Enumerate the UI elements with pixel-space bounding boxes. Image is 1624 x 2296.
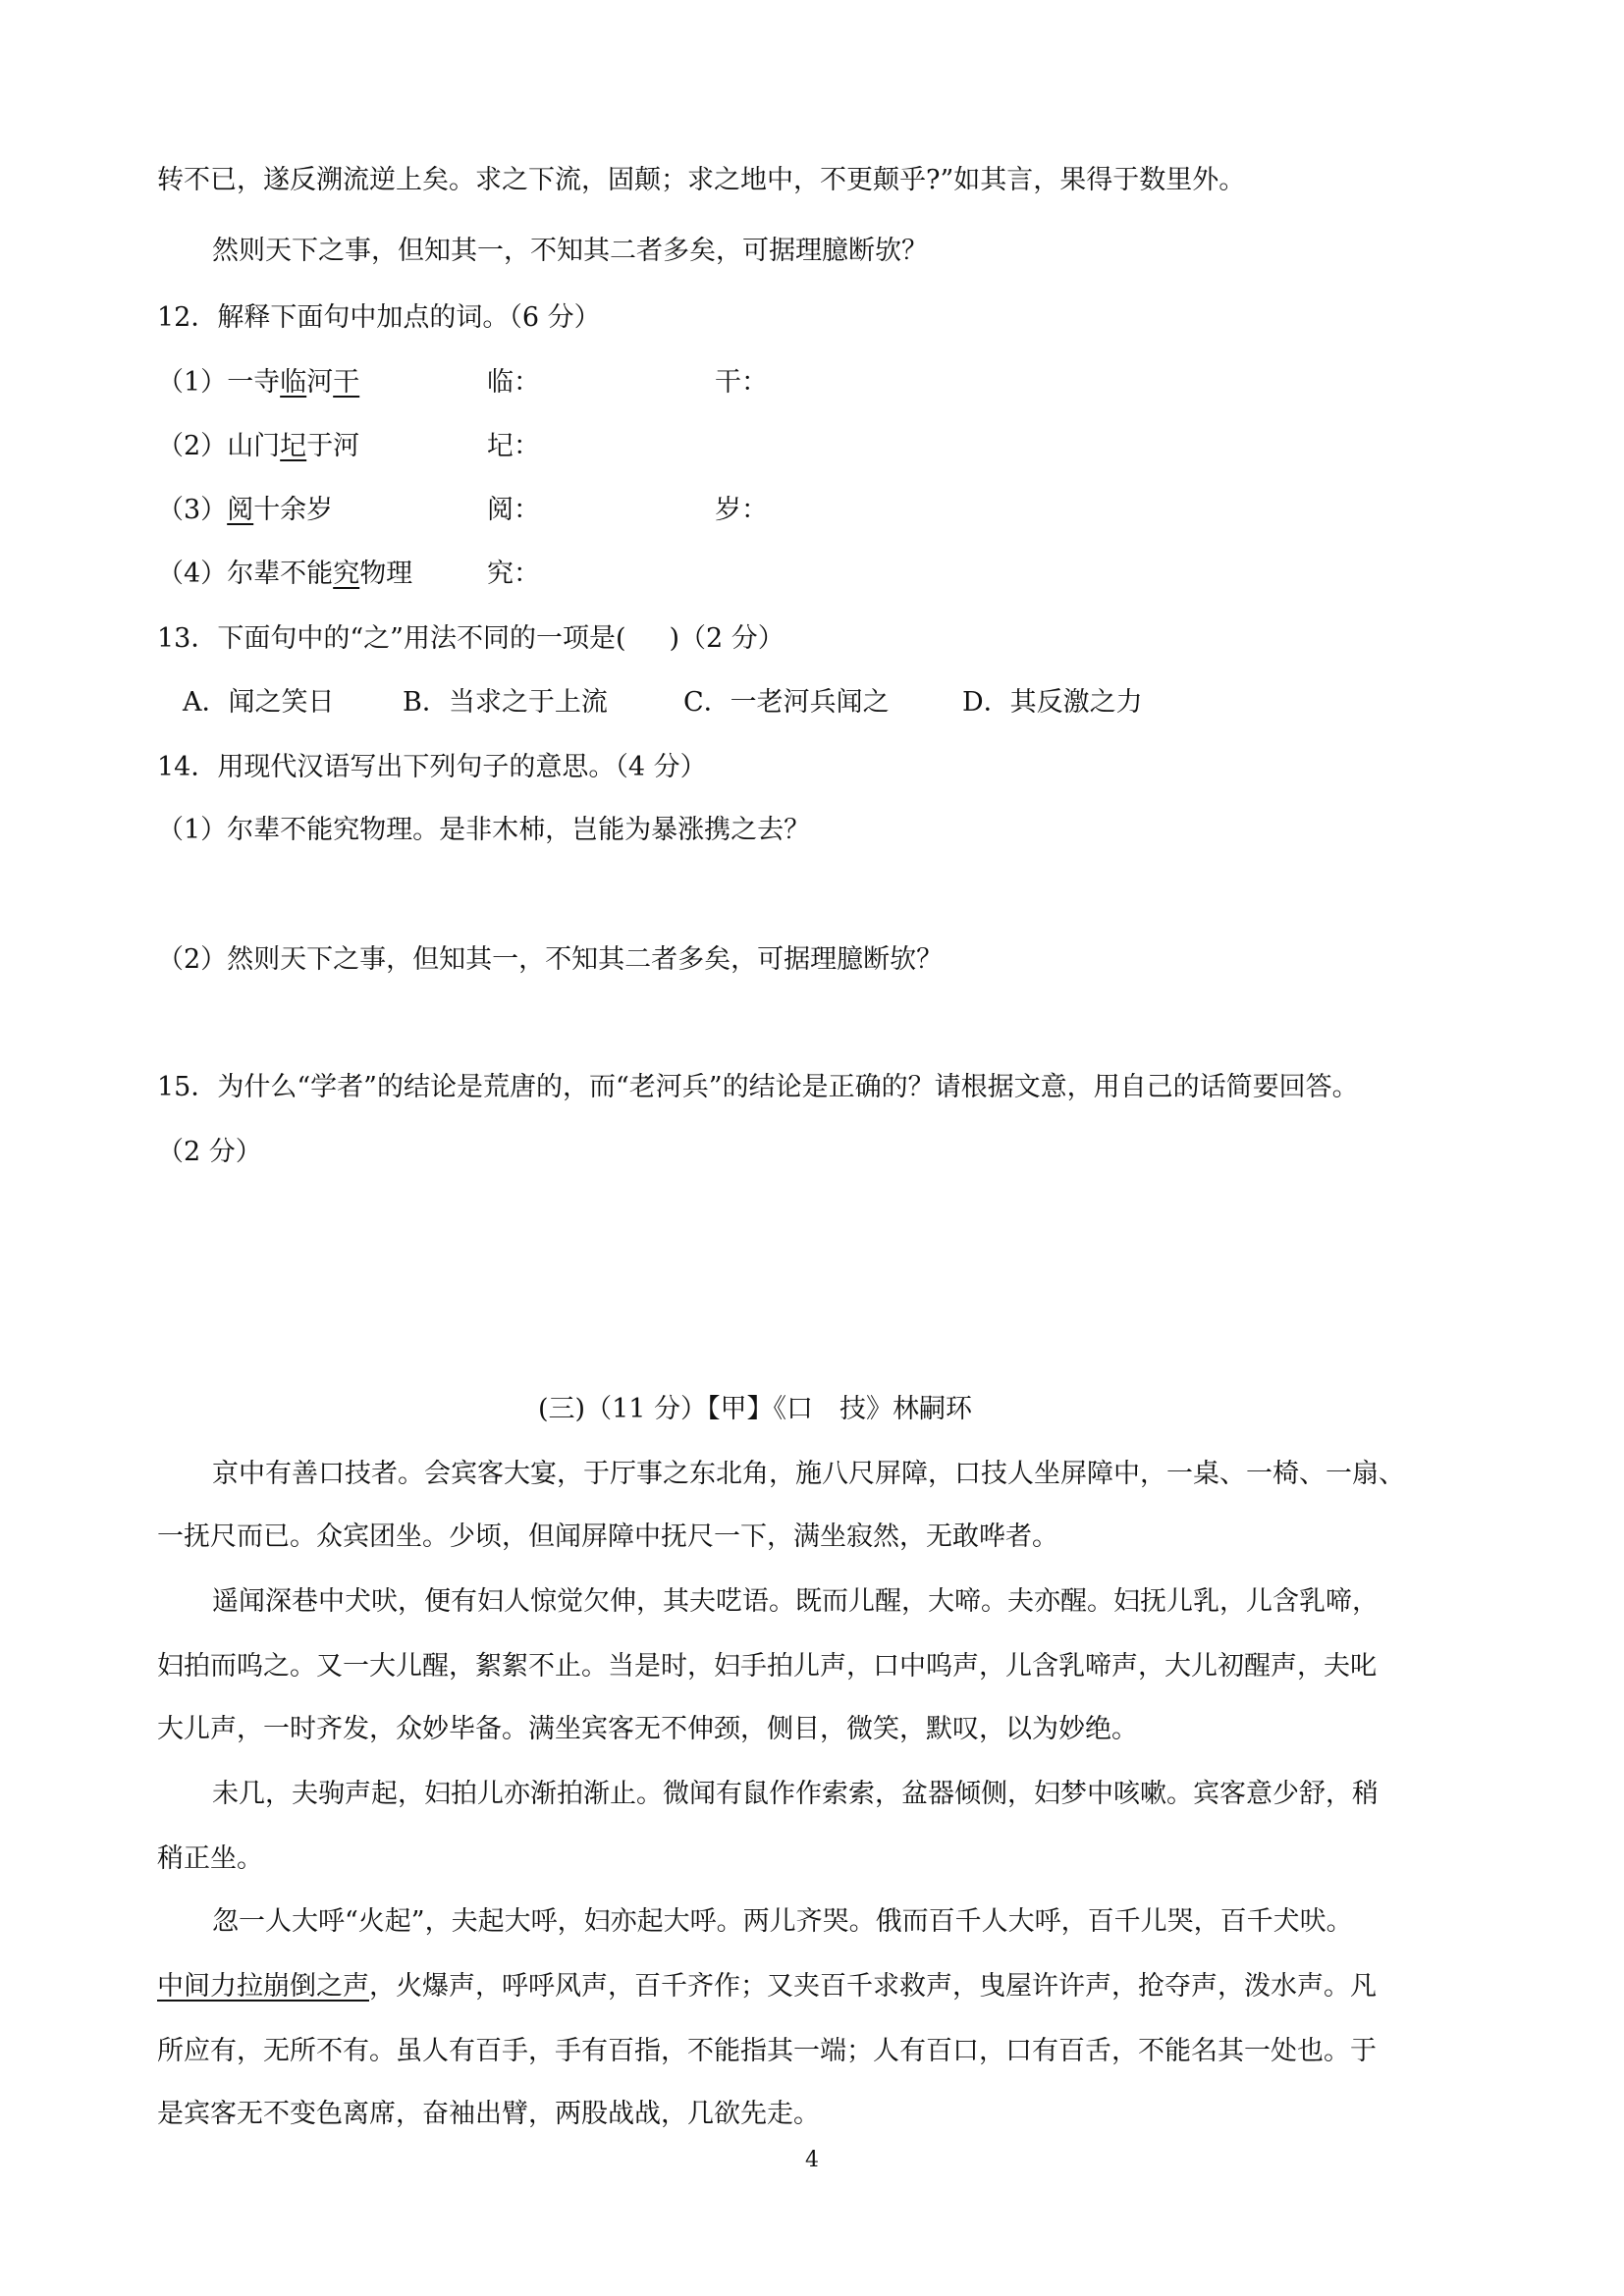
paragraph-line: 稍正坐。 [157, 1843, 263, 1874]
page-number: 4 [805, 2148, 819, 2172]
option-a: A．闻之笑日 [183, 687, 335, 718]
question-13-stem: 13．下面句中的“之”用法不同的一项是( )（2 分） [157, 623, 785, 654]
section-heading: (三)（11 分）【甲】《口 技》林嗣环 [538, 1394, 973, 1424]
paragraph-line: 忽一人大呼“火起”，夫起大呼，妇亦起大呼。两儿齐哭。俄而百千人大呼，百千儿哭，百千犬吠。 [212, 1906, 1353, 1937]
marked-word: 临 [280, 367, 307, 398]
answer-label: 干： [715, 367, 768, 398]
paragraph-line: 中间力拉崩倒之声，火爆声，呼呼风声，百千齐作；又夹百千求救声，曳屋许许声，抢夺声，泼水声。凡 [157, 1971, 1377, 2002]
option-d: D．其反激之力 [962, 687, 1143, 718]
q12-item-2: （2）山门圮于河 [157, 431, 360, 461]
marked-word: 圮 [280, 431, 307, 461]
marked-word: 干 [333, 367, 360, 398]
answer-label: 圮： [487, 431, 540, 461]
q12-item-4: （4）尔辈不能究物理 [157, 559, 413, 589]
paragraph-line: 妇拍而呜之。又一大儿醒，絮絮不止。当是时，妇手拍儿声，口中呜声，儿含乳啼声，大儿初醒声，夫叱 [157, 1651, 1377, 1682]
question-12-stem: 12．解释下面句中加点的词。（6 分） [157, 302, 601, 333]
question-14-stem: 14．用现代汉语写出下列句子的意思。（4 分） [157, 752, 707, 782]
option-c: C．一老河兵闻之 [683, 687, 890, 718]
paragraph-line: 是宾客无不变色离席，奋袖出臂，两股战战，几欲先走。 [157, 2099, 820, 2129]
paragraph-line: 大儿声，一时齐发，众妙毕备。满坐宾客无不伸颈，侧目，微笑，默叹，以为妙绝。 [157, 1714, 1138, 1744]
question-15-score: （2 分） [157, 1137, 262, 1167]
marked-word: 究 [333, 559, 360, 589]
option-b: B．当求之于上流 [403, 687, 608, 718]
q14-sentence-1: （1）尔辈不能究物理。是非木杮，岂能为暴涨携之去？ [157, 815, 811, 845]
q12-item-1: （1）一寺临河干 [157, 367, 360, 398]
paragraph-line: 所应有，无所不有。虽人有百手，手有百指，不能指其一端；人有百口，口有百舌，不能名其一处也。于 [157, 2036, 1377, 2066]
paragraph-line: 京中有善口技者。会宾客大宴，于厅事之东北角，施八尺屏障，口技人坐屏障中，一桌、一椅、一扇、 [212, 1459, 1405, 1489]
q12-item-3: （3）阅十余岁 [157, 495, 334, 525]
passage-line: 转不已，遂反溯流逆上矣。求之下流，固颠；求之地中，不更颠乎?”如其言，果得于数里外。 [157, 165, 1246, 195]
answer-label: 临： [487, 367, 540, 398]
paragraph-line: 遥闻深巷中犬吠，便有妇人惊觉欠伸，其夫呓语。既而儿醒，大啼。夫亦醒。妇抚儿乳，儿含乳啼， [212, 1586, 1379, 1617]
underlined-phrase: 中间力拉崩倒之声 [157, 1971, 369, 2002]
passage-line: 然则天下之事，但知其一，不知其二者多矣，可据理臆断欤？ [212, 236, 928, 266]
marked-word: 阅 [227, 495, 254, 525]
question-15-stem: 15．为什么“学者”的结论是荒唐的，而“老河兵”的结论是正确的？请根据文意，用自己的话简要回答。 [157, 1072, 1359, 1102]
paragraph-line: 未几，夫驹声起，妇拍儿亦渐拍渐止。微闻有鼠作作索索，盆器倾侧，妇梦中咳嗽。宾客意少舒，稍 [212, 1779, 1379, 1809]
answer-label: 岁： [715, 495, 768, 525]
paragraph-line: 一抚尺而已。众宾团坐。少顷，但闻屏障中抚尺一下，满坐寂然，无敢哗者。 [157, 1522, 1058, 1552]
answer-label: 究： [487, 559, 540, 589]
q14-sentence-2: （2）然则天下之事，但知其一，不知其二者多矣，可据理臆断欤？ [157, 944, 944, 975]
answer-label: 阅： [487, 495, 540, 525]
